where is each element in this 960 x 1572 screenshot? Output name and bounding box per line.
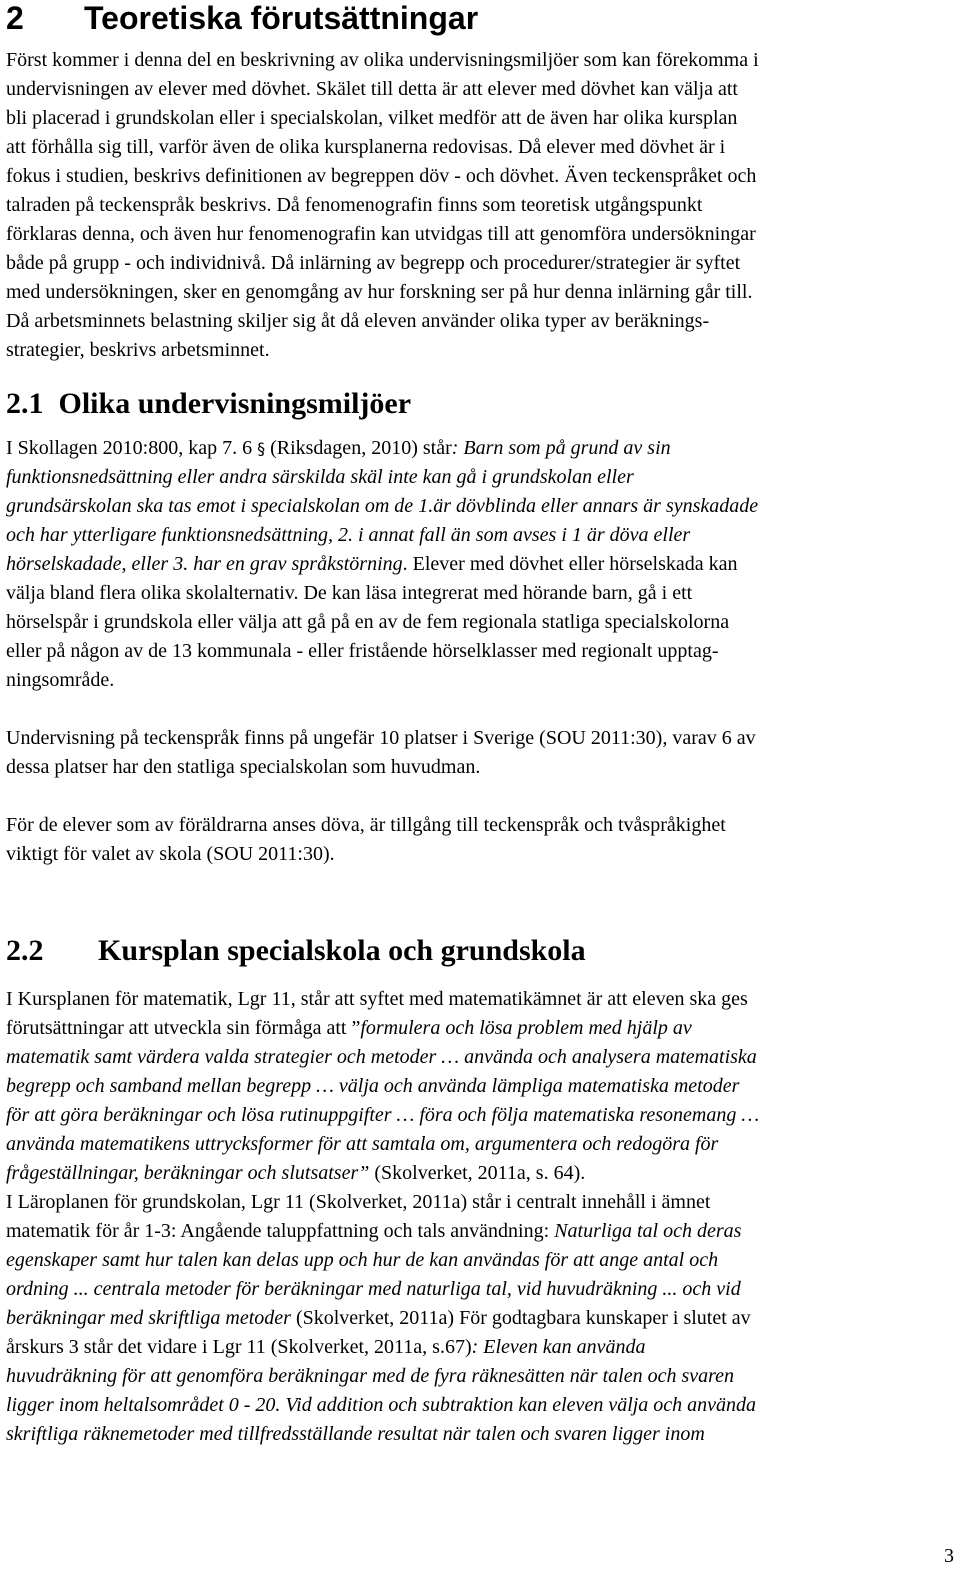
- text-line: [6, 1246, 954, 1275]
- section-2-2-title: Kursplan specialskola och grundskola: [98, 934, 586, 967]
- italic-span: beräkningar med skriftliga metoder: [6, 1307, 291, 1329]
- text-line: [6, 1043, 954, 1072]
- section-2-2-paragraph-2: [6, 1188, 954, 1449]
- text-line: dessa platser har den statliga specialskolan som huvudman.: [6, 756, 481, 778]
- text-line: [6, 1304, 954, 1333]
- text-span: (Skolverket, 2011a) För godtagbara kunskaper i slutet av: [290, 1307, 751, 1329]
- italic-span: : Eleven kan använda: [471, 1336, 646, 1358]
- text-line: strategier, beskrivs arbetsminnet.: [6, 339, 270, 361]
- text-line: att förhålla sig till, varför även de olika kursplanerna redovisas. Då elever med dövhet är i: [6, 136, 726, 158]
- italic-span: för att göra beräkningar och lösa rutinuppgifter … föra och följa matematiska resonemang …: [6, 1104, 760, 1126]
- text-span: (Skolverket, 2011a, s. 64).: [369, 1162, 586, 1184]
- text-line: ningsområde.: [6, 669, 115, 691]
- text-line: [6, 1275, 954, 1304]
- text-line: fokus i studien, beskrivs definitionen av begreppen döv - och dövhet. Även teckenspråket och: [6, 165, 757, 187]
- text-span: årskurs 3 står det vidare i Lgr 11 (Skolverket, 2011a, s.67): [6, 1336, 472, 1358]
- text-line: hörselspår i grundskola eller välja att gå på en av de fem regionala statliga specialskolorna: [6, 611, 730, 633]
- text-line: I Kursplanen för matematik, Lgr 11, står att syftet med matematikämnet är att eleven ska ges: [6, 988, 748, 1010]
- text-line: bli placerad i grundskolan eller i specialskolan, vilket medför att de även har olika kursplan: [6, 107, 738, 129]
- section-2-1-title: Olika undervisningsmiljöer: [58, 387, 412, 420]
- section-2-1-number: 2.1: [6, 387, 44, 420]
- text-line: [6, 1101, 954, 1130]
- text-line: [6, 1391, 954, 1420]
- text-span: förutsättningar att utveckla sin förmåga att ”: [6, 1017, 361, 1039]
- text-line: både på grupp - och individnivå. Då inlärning av begrepp och procedurer/strategier är syftet: [6, 252, 741, 274]
- text-line: [6, 550, 954, 579]
- italic-span: Naturliga tal och deras: [554, 1220, 742, 1242]
- section-2-2-paragraph-1: [6, 985, 954, 1188]
- page-number: 3: [944, 1545, 954, 1567]
- text-line: [6, 521, 954, 550]
- text-line: [6, 1217, 954, 1246]
- text-line: Först kommer i denna del en beskrivning av olika undervisningsmiljöer som kan förekomma i: [6, 49, 759, 71]
- italic-span: funktionsnedsättning eller andra särskilda skäl inte kan gå i grundskolan eller: [6, 466, 634, 488]
- italic-span: matematik samt värdera valda strategier och metoder … använda och analysera matematiska: [6, 1046, 757, 1068]
- italic-span: använda matematikens uttrycksformer för att samtala om, argumentera och redogöra för: [6, 1133, 719, 1155]
- text-line: [6, 1159, 954, 1188]
- italic-span: grundsärskolan ska tas emot i specialskolan om de 1.är dövblinda eller annars är synskadade: [6, 495, 759, 517]
- text-line: undervisningen av elever med dövhet. Skälet till detta är att elever med dövhet kan välja att: [6, 78, 738, 100]
- text-span: matematik för år 1-3: Angående taluppfattning och tals användning:: [6, 1220, 555, 1242]
- italic-span: frågeställningar, beräkningar och slutsatser”: [6, 1162, 370, 1184]
- text-span: . Elever med dövhet eller hörselskada kan: [402, 553, 738, 575]
- text-line: eller på någon av de 13 kommunala - eller fristående hörselklasser med regionalt upptag-: [6, 640, 719, 662]
- section-2-title: Teoretiska förutsättningar: [84, 0, 479, 36]
- document-page: [6, 0, 954, 1449]
- italic-span: ligger inom heltalsområdet 0 - 20. Vid addition och subtraktion kan eleven välja och använda: [6, 1394, 757, 1416]
- section-2-2-heading: [6, 933, 954, 969]
- section-2-1-paragraph-2: [6, 724, 954, 782]
- italic-span: huvudräkning för att genomföra beräkningar med de fyra räknesätten när talen och svaren: [6, 1365, 735, 1387]
- text-line: [6, 434, 954, 463]
- italic-span: skriftliga räknemetoder med tillfredsställande resultat när talen och svaren ligger inom: [6, 1423, 705, 1445]
- italic-span: : Barn som på grund av sin: [451, 437, 671, 459]
- section-2-paragraph: [6, 46, 954, 365]
- text-line: viktigt för valet av skola (SOU 2011:30).: [6, 843, 335, 865]
- section-2-heading: [6, 0, 954, 36]
- text-line: Undervisning på teckenspråk finns på ungefär 10 platser i Sverige (SOU 2011:30), varav 6 av: [6, 727, 756, 749]
- text-line: [6, 1420, 954, 1449]
- italic-span: hörselskadade, eller 3. har en grav språkstörning: [6, 553, 403, 575]
- section-2-2-number: 2.2: [6, 934, 44, 967]
- text-span: (Riksdagen, 2010) står: [265, 437, 452, 459]
- section-2-1-paragraph-3: [6, 811, 954, 869]
- italic-span: begrepp och samband mellan begrepp … välja och använda lämpliga matematiska metoder: [6, 1075, 740, 1097]
- text-span: I Skollagen 2010:800, kap 7. 6: [6, 437, 258, 459]
- text-line: För de elever som av föräldrarna anses döva, är tillgång till teckenspråk och tvåspråkighet: [6, 814, 726, 836]
- text-line: [6, 1130, 954, 1159]
- section-sign: §: [257, 439, 266, 458]
- text-line: förklaras denna, och även hur fenomenografin kan utvidgas till att genomföra undersökningar: [6, 223, 756, 245]
- text-line: välja bland flera olika skolalternativ. De kan läsa integrerat med hörande barn, gå i ett: [6, 582, 693, 604]
- text-line: [6, 1014, 954, 1043]
- text-line: [6, 1333, 954, 1362]
- text-line: Då arbetsminnets belastning skiljer sig åt då eleven använder olika typer av beräknings-: [6, 310, 710, 332]
- text-line: [6, 463, 954, 492]
- section-2-1-heading: [6, 386, 954, 422]
- text-line: [6, 1072, 954, 1101]
- text-line: [6, 1362, 954, 1391]
- section-2-1-paragraph-1: [6, 434, 954, 695]
- text-line: talraden på teckenspråk beskrivs. Då fenomenografin finns som teoretisk utgångspunkt: [6, 194, 703, 216]
- text-line: [6, 492, 954, 521]
- italic-span: ordning ... centrala metoder för beräkningar med naturliga tal, vid huvudräkning ... och vid: [6, 1278, 741, 1300]
- italic-span: och har ytterligare funktionsnedsättning, 2. i annat fall än som avses i 1 är döva eller: [6, 524, 691, 546]
- italic-span: egenskaper samt hur talen kan delas upp och hur de kan användas för att ange antal och: [6, 1249, 719, 1271]
- section-2-number: 2: [6, 0, 24, 36]
- italic-span: formulera och lösa problem med hjälp av: [360, 1017, 692, 1039]
- text-line: med undersökningen, sker en genomgång av hur forskning ser på hur denna inlärning går till.: [6, 281, 753, 303]
- text-line: I Läroplanen för grundskolan, Lgr 11 (Skolverket, 2011a) står i centralt innehåll i ämnet: [6, 1191, 711, 1213]
